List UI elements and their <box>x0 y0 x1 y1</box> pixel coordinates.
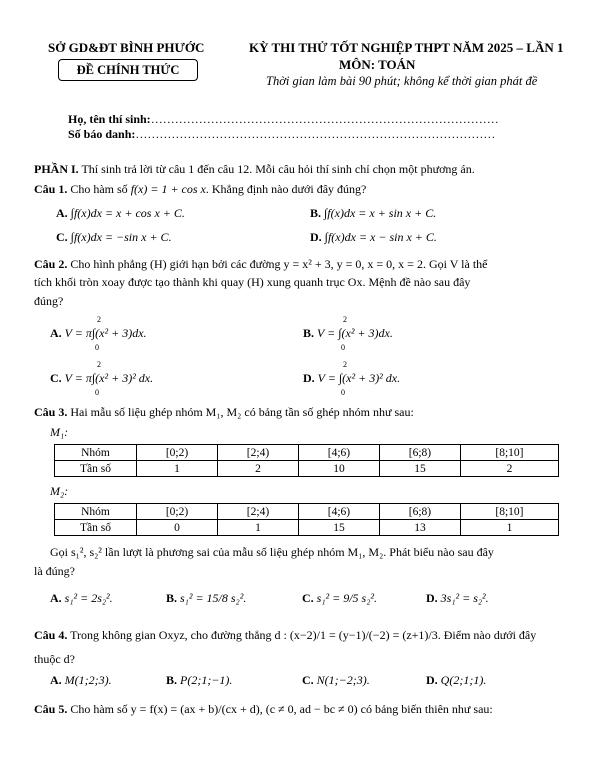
q2-b-upper: 2 <box>343 315 347 324</box>
q1-option-c-text: ∫f(x)dx = −sin x + C. <box>70 230 172 244</box>
table-cell: [0;2) <box>137 445 218 461</box>
m1-label: M₁: <box>50 425 69 439</box>
q5-stem <box>34 702 493 717</box>
official-label <box>58 59 198 81</box>
table-cell: 10 <box>298 461 379 477</box>
q1-text-a: Cho hàm số <box>67 182 131 196</box>
q1-option-d[interactable]: D. ∫f(x)dx = x − sin x + C. <box>310 230 437 244</box>
part1-text: Thí sinh trả lời từ câu 1 đến câu 12. Mỗi câu hỏi thí sinh chỉ chọn một phương án. <box>78 162 475 176</box>
q2-d-lower: 0 <box>341 388 345 397</box>
q1-option-a[interactable]: A. ∫f(x)dx = x + cos x + C. <box>56 206 185 220</box>
q1-option-c[interactable]: C. ∫f(x)dx = −sin x + C. <box>56 230 172 244</box>
table-cell: 1 <box>460 520 558 536</box>
q4-option-b-text: P(2;1;−1). <box>180 673 233 687</box>
q2-line1 <box>34 257 488 272</box>
q3-after2: là đúng? <box>34 564 75 578</box>
q2-option-d-text: V = ∫(x² + 3)² dx. <box>317 371 401 385</box>
table-cell: 2 <box>460 461 558 477</box>
q4-stem <box>34 628 536 643</box>
table-cell: [4;6) <box>298 445 379 461</box>
q3-option-b[interactable]: B. s₁² = 15/8 s₂². <box>166 591 247 605</box>
q4-option-c[interactable]: C. N(1;−2;3). <box>302 673 370 687</box>
table-cell: [0;2) <box>137 504 218 520</box>
table-cell: 1 <box>217 520 298 536</box>
table-cell: 0 <box>137 520 218 536</box>
student-id-label: Số báo danh: <box>68 127 136 141</box>
q2-a-upper: 2 <box>97 315 101 324</box>
table-cell: 1 <box>137 461 218 477</box>
q4-text-a: Trong không gian Oxyz, cho đường thẳng d : (x−2)/1 = (y−1)/(−2) = (z+1)/3. Điểm nào dưới đây <box>67 628 537 642</box>
q3-option-d-text: 3s₁² = s₂². <box>440 591 489 605</box>
table-cell: 15 <box>298 520 379 536</box>
q1-option-b-text: ∫f(x)dx = x + sin x + C. <box>324 206 437 220</box>
table-cell: Tần số <box>55 520 137 536</box>
student-name-dots: …………………………………………………………………………… <box>150 112 499 126</box>
m2-label: M₂: <box>50 484 69 498</box>
student-name-line <box>68 112 499 127</box>
student-id-dots: ……………………………………………………………………………… <box>135 127 496 141</box>
table-row <box>55 461 559 477</box>
exam-title: KỲ THI THỬ TỐT NGHIỆP THPT NĂM 2025 – LẦN 1 <box>249 40 564 55</box>
table-row <box>55 504 559 520</box>
q3-option-a[interactable]: A. s₁² = 2s₂². <box>50 591 113 605</box>
q2-option-d[interactable]: D. V = ∫(x² + 3)² dx. <box>303 371 401 385</box>
m1-frequency-table <box>54 444 559 477</box>
q4-label: Câu 4. <box>34 628 68 642</box>
student-name-label: Họ, tên thí sinh: <box>68 112 151 126</box>
q2-option-c[interactable]: C. V = π∫(x² + 3)² dx. <box>50 371 154 385</box>
q5-label: Câu 5. <box>34 702 68 716</box>
table-row <box>55 520 559 536</box>
table-cell: 2 <box>217 461 298 477</box>
department-name: SỞ GD&ĐT BÌNH PHƯỚC <box>48 40 205 55</box>
table-cell: [2;4) <box>217 504 298 520</box>
subject: MÔN: TOÁN <box>339 57 416 72</box>
table-cell: 15 <box>379 461 460 477</box>
q1-label: Câu 1. <box>34 182 68 196</box>
table-cell: Tần số <box>55 461 137 477</box>
q2-b-lower: 0 <box>341 343 345 352</box>
q3-after1: Gọi s₁², s₂² lần lượt là phương sai của mẫu số liệu ghép nhóm M₁, M₂. Phát biểu nào sau đây <box>50 545 494 559</box>
q2-label: Câu 2. <box>34 257 68 271</box>
q3-option-b-text: s₁² = 15/8 s₂². <box>180 591 247 605</box>
table-cell: [6;8) <box>379 445 460 461</box>
table-cell: 13 <box>379 520 460 536</box>
table-cell: [6;8) <box>379 504 460 520</box>
q2-option-b[interactable]: B. V = ∫(x² + 3)dx. <box>303 326 393 340</box>
q1-func: f(x) = 1 + cos x <box>130 182 206 196</box>
official-label-text: ĐỀ CHÍNH THỨC <box>76 63 180 77</box>
q4-option-a-text: M(1;2;3). <box>64 673 112 687</box>
duration: Thời gian làm bài 90 phút; không kể thời gian phát đề <box>266 74 538 88</box>
q2-line1-text: Cho hình phẳng (H) giới hạn bởi các đường y = x² + 3, y = 0, x = 0, x = 2. Gọi V là thể <box>67 257 488 271</box>
q2-line2: tích khối tròn xoay được tạo thành khi quay (H) xung quanh trục Ox. Mệnh đề nào sau đây <box>34 275 471 289</box>
q3-label: Câu 3. <box>34 405 68 419</box>
q5-text: Cho hàm số y = f(x) = (ax + b)/(cx + d), (c ≠ 0, ad − bc ≠ 0) có bảng biến thiên như sau: <box>67 702 493 716</box>
q1-option-d-text: ∫f(x)dx = x − sin x + C. <box>324 230 437 244</box>
q4-option-d[interactable]: D. Q(2;1;1). <box>426 673 487 687</box>
table-row <box>55 445 559 461</box>
q4-option-d-text: Q(2;1;1). <box>440 673 487 687</box>
q2-d-upper: 2 <box>343 360 347 369</box>
q2-option-b-text: V = ∫(x² + 3)dx. <box>317 326 393 340</box>
q4-option-a[interactable]: A. M(1;2;3). <box>50 673 112 687</box>
part1-instruction <box>34 162 475 177</box>
table-cell: [4;6) <box>298 504 379 520</box>
table-cell: [8;10] <box>460 445 558 461</box>
m2-frequency-table <box>54 503 559 536</box>
q4-option-c-text: N(1;−2;3). <box>316 673 370 687</box>
q1-text-b: . Khẳng định nào dưới đây đúng? <box>205 182 367 196</box>
q2-c-upper: 2 <box>97 360 101 369</box>
table-cell: Nhóm <box>55 504 137 520</box>
part1-title: PHẦN I. <box>34 162 79 176</box>
table-cell: Nhóm <box>55 445 137 461</box>
q1-option-a-text: ∫f(x)dx = x + cos x + C. <box>70 206 185 220</box>
q3-option-a-text: s₁² = 2s₂². <box>64 591 113 605</box>
q3-option-c-text: s₁² = 9/5 s₂². <box>316 591 377 605</box>
q4-text-b: thuộc d? <box>34 652 75 666</box>
q2-a-lower: 0 <box>95 343 99 352</box>
q2-line3: đúng? <box>34 294 64 308</box>
q2-option-a-text: V = π∫(x² + 3)dx. <box>64 326 147 340</box>
q3-option-c[interactable]: C. s₁² = 9/5 s₂². <box>302 591 377 605</box>
q3-text: Hai mẫu số liệu ghép nhóm M₁, M₂ có bảng tần số ghép nhóm như sau: <box>67 405 414 419</box>
table-cell: [8;10] <box>460 504 558 520</box>
q3-option-d[interactable]: D. 3s₁² = s₂². <box>426 591 489 605</box>
q2-option-a[interactable]: A. V = π∫(x² + 3)dx. <box>50 326 147 340</box>
q1-stem <box>34 182 366 197</box>
q4-option-b[interactable]: B. P(2;1;−1). <box>166 673 233 687</box>
q3-stem <box>34 405 414 420</box>
student-id-line <box>68 127 495 142</box>
q2-option-c-text: V = π∫(x² + 3)² dx. <box>64 371 154 385</box>
table-cell: [2;4) <box>217 445 298 461</box>
q1-option-b[interactable]: B. ∫f(x)dx = x + sin x + C. <box>310 206 437 220</box>
q2-c-lower: 0 <box>95 388 99 397</box>
